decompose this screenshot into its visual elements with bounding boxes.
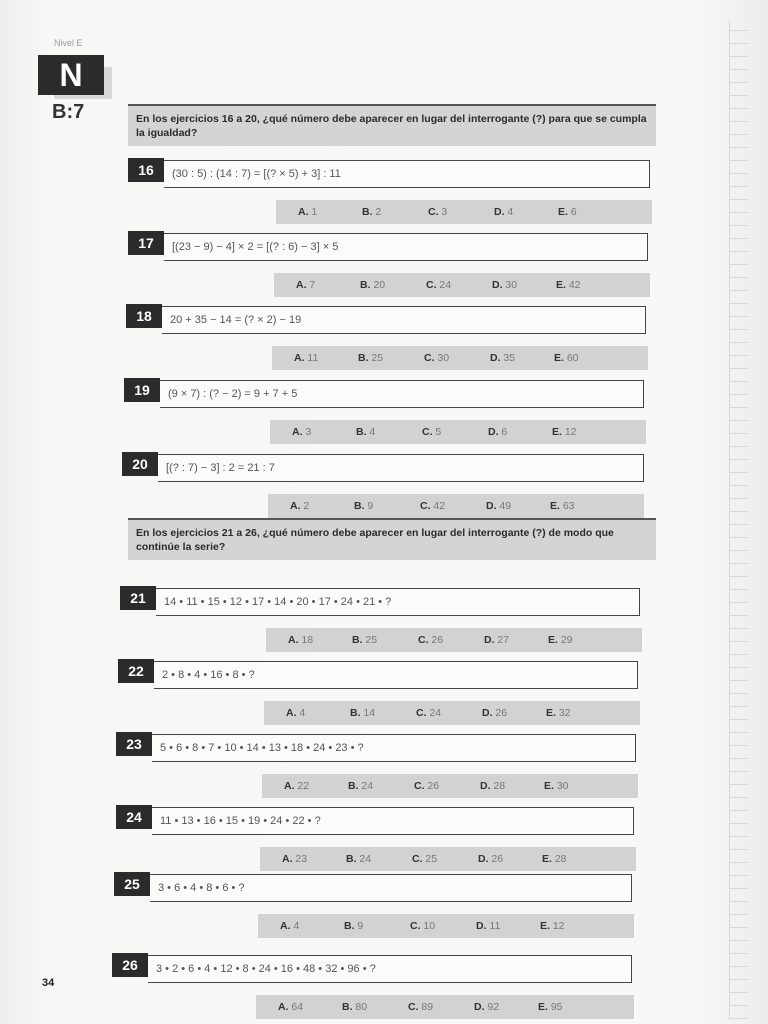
option-value: 30 <box>556 780 569 792</box>
option-value: 95 <box>550 1001 563 1013</box>
option-value: 26 <box>431 634 444 646</box>
option-value: 25 <box>425 853 438 865</box>
answer-option-c[interactable] <box>428 200 447 224</box>
option-letter: C. <box>414 780 425 792</box>
answer-option-b[interactable] <box>358 346 383 370</box>
option-letter: A. <box>288 634 299 646</box>
option-value: 2 <box>375 206 382 218</box>
level-letter: N <box>38 55 104 95</box>
page-number: 34 <box>42 977 55 989</box>
answer-option-a[interactable] <box>296 273 315 297</box>
answer-option-b[interactable] <box>350 701 375 725</box>
answer-option-d[interactable] <box>490 346 515 370</box>
question-expression: 3 • 6 • 4 • 8 • 6 • ? <box>150 874 632 902</box>
answer-option-e[interactable] <box>550 494 575 518</box>
option-letter: D. <box>474 1001 485 1013</box>
answer-option-e[interactable] <box>544 774 569 798</box>
answer-options <box>270 420 646 444</box>
option-letter: E. <box>542 853 552 865</box>
option-letter: C. <box>422 426 433 438</box>
answer-option-e[interactable] <box>540 914 565 938</box>
question-number: 22 <box>118 659 154 683</box>
question-21 <box>120 586 640 616</box>
option-letter: B. <box>348 780 359 792</box>
option-value: 28 <box>493 780 506 792</box>
option-letter: E. <box>556 279 566 291</box>
answer-option-e[interactable] <box>546 701 571 725</box>
answer-option-a[interactable] <box>284 774 309 798</box>
answer-option-a[interactable] <box>288 628 313 652</box>
option-value: 3 <box>305 426 312 438</box>
option-value: 5 <box>435 426 442 438</box>
question-number: 25 <box>114 872 150 896</box>
question-22 <box>118 659 638 689</box>
option-letter: A. <box>296 279 307 291</box>
answer-option-d[interactable] <box>480 774 505 798</box>
answer-option-e[interactable] <box>556 273 581 297</box>
question-19 <box>124 378 644 408</box>
answer-option-b[interactable] <box>348 774 373 798</box>
question-25 <box>114 872 632 902</box>
option-letter: E. <box>548 634 558 646</box>
option-value: 20 <box>373 279 386 291</box>
option-value: 30 <box>505 279 518 291</box>
answer-option-c[interactable] <box>410 914 435 938</box>
option-letter: C. <box>410 920 421 932</box>
answer-option-d[interactable] <box>488 420 507 444</box>
option-value: 11 <box>489 920 501 932</box>
option-value: 25 <box>365 634 378 646</box>
spiral-binding <box>729 20 748 1020</box>
answer-option-a[interactable] <box>294 346 318 370</box>
answer-options <box>262 774 638 798</box>
option-letter: E. <box>544 780 554 792</box>
instruction-equalities: En los ejercicios 16 a 20, ¿qué número debe aparecer en lugar del interrogante (?) para que se cumpla la igualdad? <box>128 104 656 146</box>
answer-option-e[interactable] <box>542 847 567 871</box>
option-letter: A. <box>282 853 293 865</box>
answer-options <box>266 628 642 652</box>
option-letter: D. <box>494 206 505 218</box>
option-letter: A. <box>290 500 301 512</box>
answer-options <box>260 847 636 871</box>
option-letter: A. <box>292 426 303 438</box>
question-17 <box>128 231 648 261</box>
option-value: 4 <box>507 206 514 218</box>
answer-option-b[interactable] <box>354 494 373 518</box>
answer-options <box>264 701 640 725</box>
option-value: 24 <box>439 279 452 291</box>
answer-option-a[interactable] <box>290 494 309 518</box>
level-label: Nivel E <box>54 38 83 48</box>
answer-option-a[interactable] <box>298 200 317 224</box>
question-expression: 14 • 11 • 15 • 12 • 17 • 14 • 20 • 17 • 24 • 21 • ? <box>156 588 640 616</box>
option-value: 4 <box>293 920 300 932</box>
answer-option-e[interactable] <box>552 420 577 444</box>
answer-options <box>256 995 634 1019</box>
option-letter: A. <box>278 1001 289 1013</box>
answer-options <box>276 200 652 224</box>
option-value: 23 <box>295 853 308 865</box>
option-letter: B. <box>350 707 361 719</box>
answer-option-c[interactable] <box>416 701 441 725</box>
option-letter: C. <box>420 500 431 512</box>
answer-option-e[interactable] <box>548 628 573 652</box>
option-letter: D. <box>486 500 497 512</box>
question-expression: [(23 − 9) − 4] × 2 = [(? : 6) − 3] × 5 <box>164 233 648 261</box>
option-letter: A. <box>280 920 291 932</box>
question-number: 21 <box>120 586 156 610</box>
answer-option-c[interactable] <box>424 346 449 370</box>
option-value: 35 <box>503 352 516 364</box>
answer-option-c[interactable] <box>412 847 437 871</box>
question-16 <box>128 158 650 188</box>
option-letter: D. <box>482 707 493 719</box>
option-letter: E. <box>546 707 556 719</box>
option-letter: B. <box>352 634 363 646</box>
question-expression: 3 • 2 • 6 • 4 • 12 • 8 • 24 • 16 • 48 • 32 • 96 • ? <box>148 955 632 983</box>
option-letter: A. <box>286 707 297 719</box>
answer-option-b[interactable] <box>346 847 371 871</box>
option-value: 60 <box>566 352 579 364</box>
option-value: 24 <box>359 853 372 865</box>
option-value: 26 <box>491 853 504 865</box>
question-26 <box>112 953 632 983</box>
option-value: 27 <box>497 634 510 646</box>
question-number: 17 <box>128 231 164 255</box>
option-value: 1 <box>311 206 318 218</box>
option-value: 11 <box>307 352 319 364</box>
option-letter: B. <box>344 920 355 932</box>
answer-option-a[interactable] <box>292 420 311 444</box>
option-letter: B. <box>358 352 369 364</box>
question-expression: 2 • 8 • 4 • 16 • 8 • ? <box>154 661 638 689</box>
option-letter: D. <box>476 920 487 932</box>
option-value: 10 <box>423 920 436 932</box>
question-number: 26 <box>112 953 148 977</box>
option-letter: D. <box>478 853 489 865</box>
option-value: 30 <box>437 352 450 364</box>
option-letter: B. <box>360 279 371 291</box>
option-value: 14 <box>363 707 376 719</box>
question-expression: 20 + 35 − 14 = (? × 2) − 19 <box>162 306 646 334</box>
option-value: 49 <box>499 500 512 512</box>
option-value: 12 <box>564 426 577 438</box>
option-letter: A. <box>294 352 305 364</box>
answer-option-b[interactable] <box>352 628 377 652</box>
option-letter: D. <box>488 426 499 438</box>
option-letter: E. <box>550 500 560 512</box>
option-value: 25 <box>371 352 384 364</box>
answer-option-d[interactable] <box>478 847 503 871</box>
answer-option-b[interactable] <box>360 273 385 297</box>
answer-option-d[interactable] <box>494 200 513 224</box>
question-23 <box>116 732 636 762</box>
option-value: 64 <box>291 1001 304 1013</box>
answer-option-d[interactable] <box>476 914 500 938</box>
question-18 <box>126 304 646 334</box>
option-value: 80 <box>355 1001 368 1013</box>
question-number: 18 <box>126 304 162 328</box>
option-value: 29 <box>560 634 573 646</box>
option-value: 7 <box>309 279 316 291</box>
question-number: 19 <box>124 378 160 402</box>
answer-options <box>268 494 644 518</box>
option-value: 32 <box>558 707 571 719</box>
answer-options <box>272 346 648 370</box>
question-expression: [(? : 7) − 3] : 2 = 21 : 7 <box>158 454 644 482</box>
answer-option-a[interactable] <box>282 847 307 871</box>
answer-option-a[interactable] <box>280 914 299 938</box>
answer-option-a[interactable] <box>286 701 305 725</box>
option-letter: D. <box>492 279 503 291</box>
answer-option-c[interactable] <box>414 774 439 798</box>
option-value: 9 <box>357 920 364 932</box>
answer-option-b[interactable] <box>356 420 375 444</box>
answer-option-c[interactable] <box>418 628 443 652</box>
option-letter: C. <box>426 279 437 291</box>
option-value: 63 <box>562 500 575 512</box>
option-value: 26 <box>427 780 440 792</box>
option-value: 24 <box>361 780 374 792</box>
answer-option-d[interactable] <box>474 995 499 1019</box>
question-number: 23 <box>116 732 152 756</box>
option-letter: B. <box>342 1001 353 1013</box>
option-value: 9 <box>367 500 374 512</box>
option-value: 22 <box>297 780 310 792</box>
option-letter: E. <box>538 1001 548 1013</box>
option-value: 2 <box>303 500 310 512</box>
instruction-series: En los ejercicios 21 a 26, ¿qué número debe aparecer en lugar del interrogante (?) de modo que continúe la serie? <box>128 518 656 560</box>
question-expression: (30 : 5) : (14 : 7) = [(? × 5) + 3] : 11 <box>164 160 650 188</box>
question-expression: 5 • 6 • 8 • 7 • 10 • 14 • 13 • 18 • 24 • 23 • ? <box>152 734 636 762</box>
option-letter: B. <box>354 500 365 512</box>
answer-option-c[interactable] <box>420 494 445 518</box>
option-letter: C. <box>416 707 427 719</box>
level-code: B:7 <box>52 101 85 123</box>
option-value: 6 <box>570 206 577 218</box>
answer-option-e[interactable] <box>558 200 577 224</box>
answer-option-d[interactable] <box>492 273 517 297</box>
question-number: 16 <box>128 158 164 182</box>
option-letter: E. <box>540 920 550 932</box>
level-badge <box>30 30 140 140</box>
answer-option-e[interactable] <box>554 346 579 370</box>
option-letter: E. <box>554 352 564 364</box>
question-number: 24 <box>116 805 152 829</box>
question-expression: (9 × 7) : (? − 2) = 9 + 7 + 5 <box>160 380 644 408</box>
option-letter: C. <box>424 352 435 364</box>
answer-option-a[interactable] <box>278 995 303 1019</box>
answer-option-d[interactable] <box>482 701 507 725</box>
option-value: 24 <box>429 707 442 719</box>
option-value: 4 <box>299 707 306 719</box>
option-value: 18 <box>301 634 314 646</box>
answer-option-d[interactable] <box>486 494 511 518</box>
answer-option-e[interactable] <box>538 995 563 1019</box>
option-letter: C. <box>408 1001 419 1013</box>
question-expression: 11 • 13 • 16 • 15 • 19 • 24 • 22 • ? <box>152 807 634 835</box>
question-20 <box>122 452 644 482</box>
answer-option-d[interactable] <box>484 628 509 652</box>
option-value: 42 <box>568 279 581 291</box>
option-value: 4 <box>369 426 376 438</box>
option-letter: C. <box>418 634 429 646</box>
option-letter: B. <box>356 426 367 438</box>
question-number: 20 <box>122 452 158 476</box>
option-value: 92 <box>487 1001 500 1013</box>
option-letter: A. <box>284 780 295 792</box>
option-letter: B. <box>362 206 373 218</box>
option-letter: E. <box>552 426 562 438</box>
answer-option-c[interactable] <box>408 995 433 1019</box>
answer-option-b[interactable] <box>342 995 367 1019</box>
answer-option-b[interactable] <box>344 914 363 938</box>
option-value: 3 <box>441 206 448 218</box>
answer-options <box>258 914 634 938</box>
option-letter: D. <box>484 634 495 646</box>
option-value: 6 <box>501 426 508 438</box>
option-value: 89 <box>421 1001 434 1013</box>
option-letter: D. <box>490 352 501 364</box>
option-letter: D. <box>480 780 491 792</box>
option-letter: E. <box>558 206 568 218</box>
option-value: 42 <box>433 500 446 512</box>
question-24 <box>116 805 634 835</box>
option-value: 12 <box>552 920 565 932</box>
answer-options <box>274 273 650 297</box>
option-value: 26 <box>495 707 508 719</box>
answer-option-b[interactable] <box>362 200 381 224</box>
option-letter: A. <box>298 206 309 218</box>
option-letter: C. <box>428 206 439 218</box>
answer-option-c[interactable] <box>422 420 441 444</box>
option-value: 28 <box>554 853 567 865</box>
option-letter: C. <box>412 853 423 865</box>
answer-option-c[interactable] <box>426 273 451 297</box>
option-letter: B. <box>346 853 357 865</box>
